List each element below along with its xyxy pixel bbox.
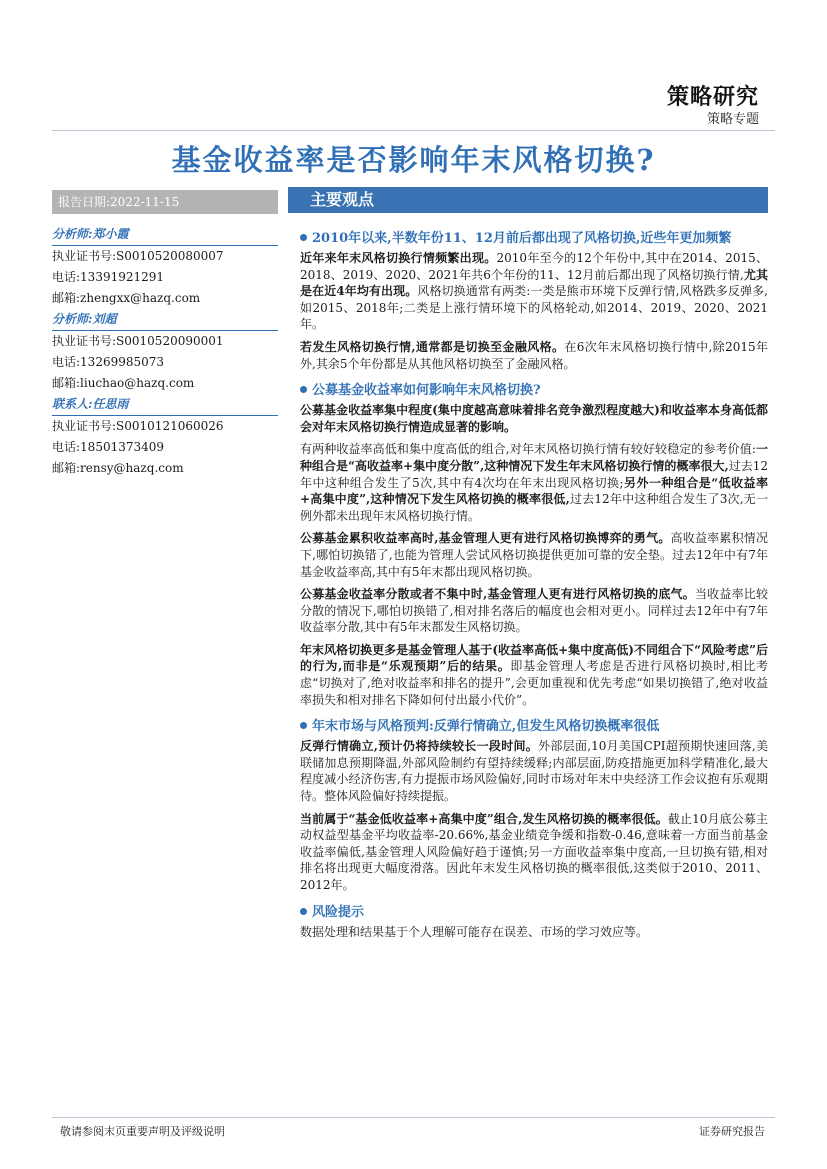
paragraph: 公募基金收益率分散或者不集中时,基金管理人更有进行风格切换的底气。当收益率比较分散的情况下,哪怕切换错了,相对排名落后的幅度也会相对更小。同样过去12年中有7年收益率分散,其中有5年末都发生风格切换。 xyxy=(300,587,768,635)
cert-number: 执业证书号:S0010520090001 xyxy=(52,334,224,348)
disclaimer-note: 敬请参阅末页重要声明及评级说明 xyxy=(60,1125,225,1138)
email: 邮箱:liuchao@hazq.com xyxy=(52,376,195,390)
paragraph: 公募基金累积收益率高时,基金管理人更有进行风格切换博弈的勇气。高收益率累积情况下,哪怕切换错了,也能为管理人尝试风格切换提供更加可靠的安全垫。过去12年中有7年基金收益率高,其中有5年末都出现风格切换。 xyxy=(300,531,768,579)
analyst-block xyxy=(52,309,278,394)
section-heading: 公募基金收益率如何影响年末风格切换? xyxy=(300,382,768,400)
header-divider xyxy=(52,130,775,131)
paragraph: 数据处理和结果基于个人理解可能存在误差、市场的学习效应等。 xyxy=(300,924,649,939)
paragraph: 有两种收益率高低和集中度高低的组合,对年末风格切换行情有较好较稳定的参考价值:一种组合是“高收益率+集中度分散”,这种情况下发生年末风格切换行情的概率很大,过去12年中这种组合发生了5次,其中有4次均在年末出现风格切换;另外一种组合是“低收益率+高集中度”,这种情况下发生风格切换的概率很低,过去12年中这种组合发生了3次,无一例外都未出现年末风格切换行情。 xyxy=(300,442,768,523)
contact-heading: 联系人:任思雨 xyxy=(52,394,278,416)
report-category: 策略研究 xyxy=(666,84,759,110)
email: 邮箱:zhengxx@hazq.com xyxy=(52,291,201,305)
page-title: 基金收益率是否影响年末风格切换? xyxy=(171,143,656,177)
paragraph: 近年来年末风格切换行情频繁出现。2010年至今的12个年份中,其中在2014、2015、2018、2019、2020、2021年共6个年份的11、12月前后都出现了风格切换行情,尤其是在近4年均有出现。风格切换通常有两类:一类是熊市环境下反弹行情,风格跌多反弹多,如2015、2018年;二类是上涨行情环境下的风格轮动,如2014、2019、2020、2021年。 xyxy=(300,251,768,332)
analyst-block xyxy=(52,224,278,309)
paragraph: 反弹行情确立,预计仍将持续较长一段时间。外部层面,10月美国CPI超预期快速回落,美联储加息预期降温,外部风险制约有望持续缓释;内部层面,防疫措施更加科学精准化,最大程度减小经济伤害,有力提振市场风险偏好,同时市场对年末中央经济工作会议抱有乐观期待。整体风险偏好持续提振。 xyxy=(300,739,768,804)
main-content xyxy=(300,230,768,946)
section-heading: 2010年以来,半数年份11、12月前后都出现了风格切换,近些年更加频繁 xyxy=(300,230,768,248)
cert-number: 执业证书号:S0010520080007 xyxy=(52,249,224,263)
analyst-heading: 分析师:郑小霞 xyxy=(52,224,278,246)
section-heading: 风险提示 xyxy=(300,904,768,922)
report-subcategory: 策略专题 xyxy=(706,112,759,127)
bullet-icon xyxy=(300,234,307,241)
analyst-panel xyxy=(52,224,278,479)
bullet-icon xyxy=(300,386,307,393)
bullet-icon xyxy=(300,908,307,915)
paragraph: 若发生风格切换行情,通常都是切换至金融风格。在6次年末风格切换行情中,除2015年外,其余5个年份都是从其他风格切换至了金融风格。 xyxy=(300,339,768,371)
section-heading: 年末市场与风格预判:反弹行情确立,但发生风格切换概率很低 xyxy=(300,718,768,736)
paragraph: 年末风格切换更多是基金管理人基于(收益率高低+集中度高低)不同组合下“风险考虑”后的行为,而非是“乐观预期”后的结果。即基金管理人考虑是否进行风格切换时,相比考虑“切换对了,绝对收益率和排名的提升”,会更加重视和优先考虑“如果切换错了,绝对收益率损失和相对排名下降如何付出最小代价”。 xyxy=(300,642,768,707)
email: 邮箱:rensy@hazq.com xyxy=(52,461,184,475)
contact-block xyxy=(52,394,278,479)
report-date: 报告日期:2022-11-15 xyxy=(52,190,278,214)
paragraph: 公募基金收益率集中程度(集中度越高意味着排名竞争激烈程度越大)和收益率本身高低都会对年末风格切换行情造成显著的影响。 xyxy=(300,403,768,434)
bullet-icon xyxy=(300,722,307,729)
footer-divider xyxy=(52,1117,775,1118)
main-view-header: 主要观点 xyxy=(288,187,768,213)
analyst-heading: 分析师:刘超 xyxy=(52,309,278,331)
report-type: 证券研究报告 xyxy=(699,1125,765,1138)
phone: 电话:13391921291 xyxy=(52,270,165,284)
cert-number: 执业证书号:S0010121060026 xyxy=(52,419,224,433)
paragraph: 当前属于“基金低收益率+高集中度”组合,发生风格切换的概率很低。截止10月底公募主动权益型基金平均收益率-20.66%,基金业绩竞争缓和指数-0.46,意味着一方面当前基金收益率偏低,基金管理人风险偏好趋于谨慎;另一方面收益率集中度高,一旦切换有错,相对排名将出现更大幅度滑落。因此年末发生风格切换的概率很低,这类似于2010、2011、2012年。 xyxy=(300,811,768,892)
phone: 电话:18501373409 xyxy=(52,440,165,454)
phone: 电话:13269985073 xyxy=(52,355,165,369)
